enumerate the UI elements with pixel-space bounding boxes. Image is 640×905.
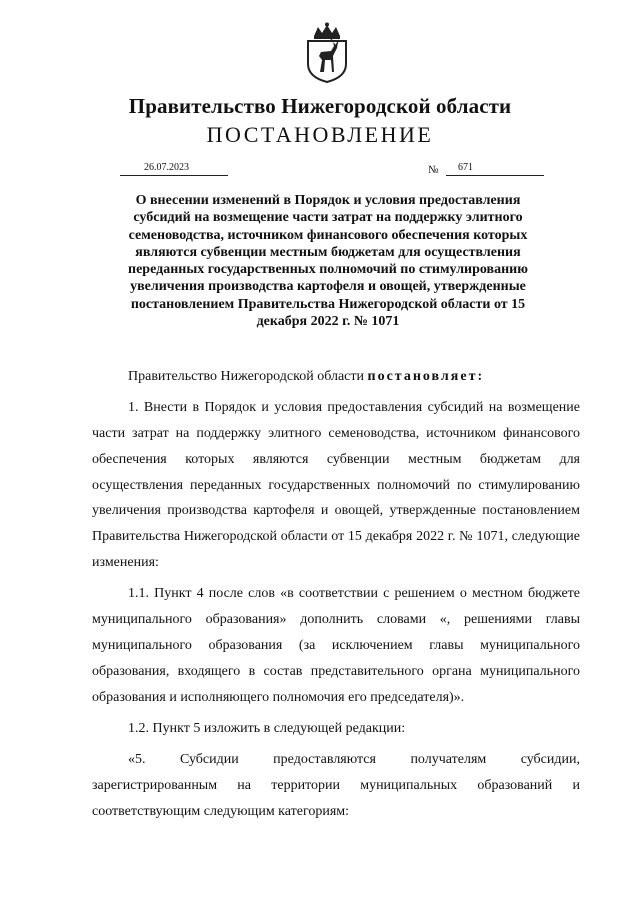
document-body <box>92 364 580 830</box>
document-heading: О внесении изменений в Порядок и условия предоставления субсидий на возмещение части затрат на поддержку элитного семеноводства, источником финансового обеспечения которых являются субвенции местным бюджетам для осуществления переданных государственных полномочий по стимулированию увеличения производства картофеля и овощей, утвержденные постановлением Правительства Нижегородской области от 15 декабря 2022 г. № 1071 <box>128 193 528 330</box>
coat-of-arms-icon <box>300 22 354 84</box>
intro-decree-word: постановляет: <box>367 369 485 384</box>
paragraph: 1.1. Пункт 4 после слов «в соответствии с решением о местном бюджете муниципального образования» дополнить словами «, решениями главы муниципального образования (за исключением главы муниципального образования, входящего в состав представительного органа муниципального образования и исполняющего полномочия его председателя)». <box>92 586 580 705</box>
paragraph: 1. Внести в Порядок и условия предоставления субсидий на возмещение части затрат на поддержку элитного семеноводства, источником финансового обеспечения которых являются субвенции местным бюджетам для осуществления переданных государственных полномочий по стимулированию увеличения производства картофеля и овощей, утвержденные постановлением Правительства Нижегородской области от 15 декабря 2022 г. № 1071, следующие изменения: <box>92 400 580 571</box>
intro-paragraph <box>92 364 580 390</box>
number-label: № <box>428 164 439 176</box>
intro-text: Правительство Нижегородской области <box>128 369 368 384</box>
document-type: ПОСТАНОВЛЕНИЕ <box>206 122 434 147</box>
document-date: 26.07.2023 <box>120 162 228 176</box>
paragraph: «5. Субсидии предоставляются получателям субсидии, зарегистрированным на территории муниципальных образований и соответствующим следующим категориям: <box>92 752 580 819</box>
document-number: 671 <box>446 162 544 176</box>
government-title: Правительство Нижегородской области <box>128 94 512 118</box>
paragraph: 1.2. Пункт 5 изложить в следующей редакции: <box>128 720 406 736</box>
